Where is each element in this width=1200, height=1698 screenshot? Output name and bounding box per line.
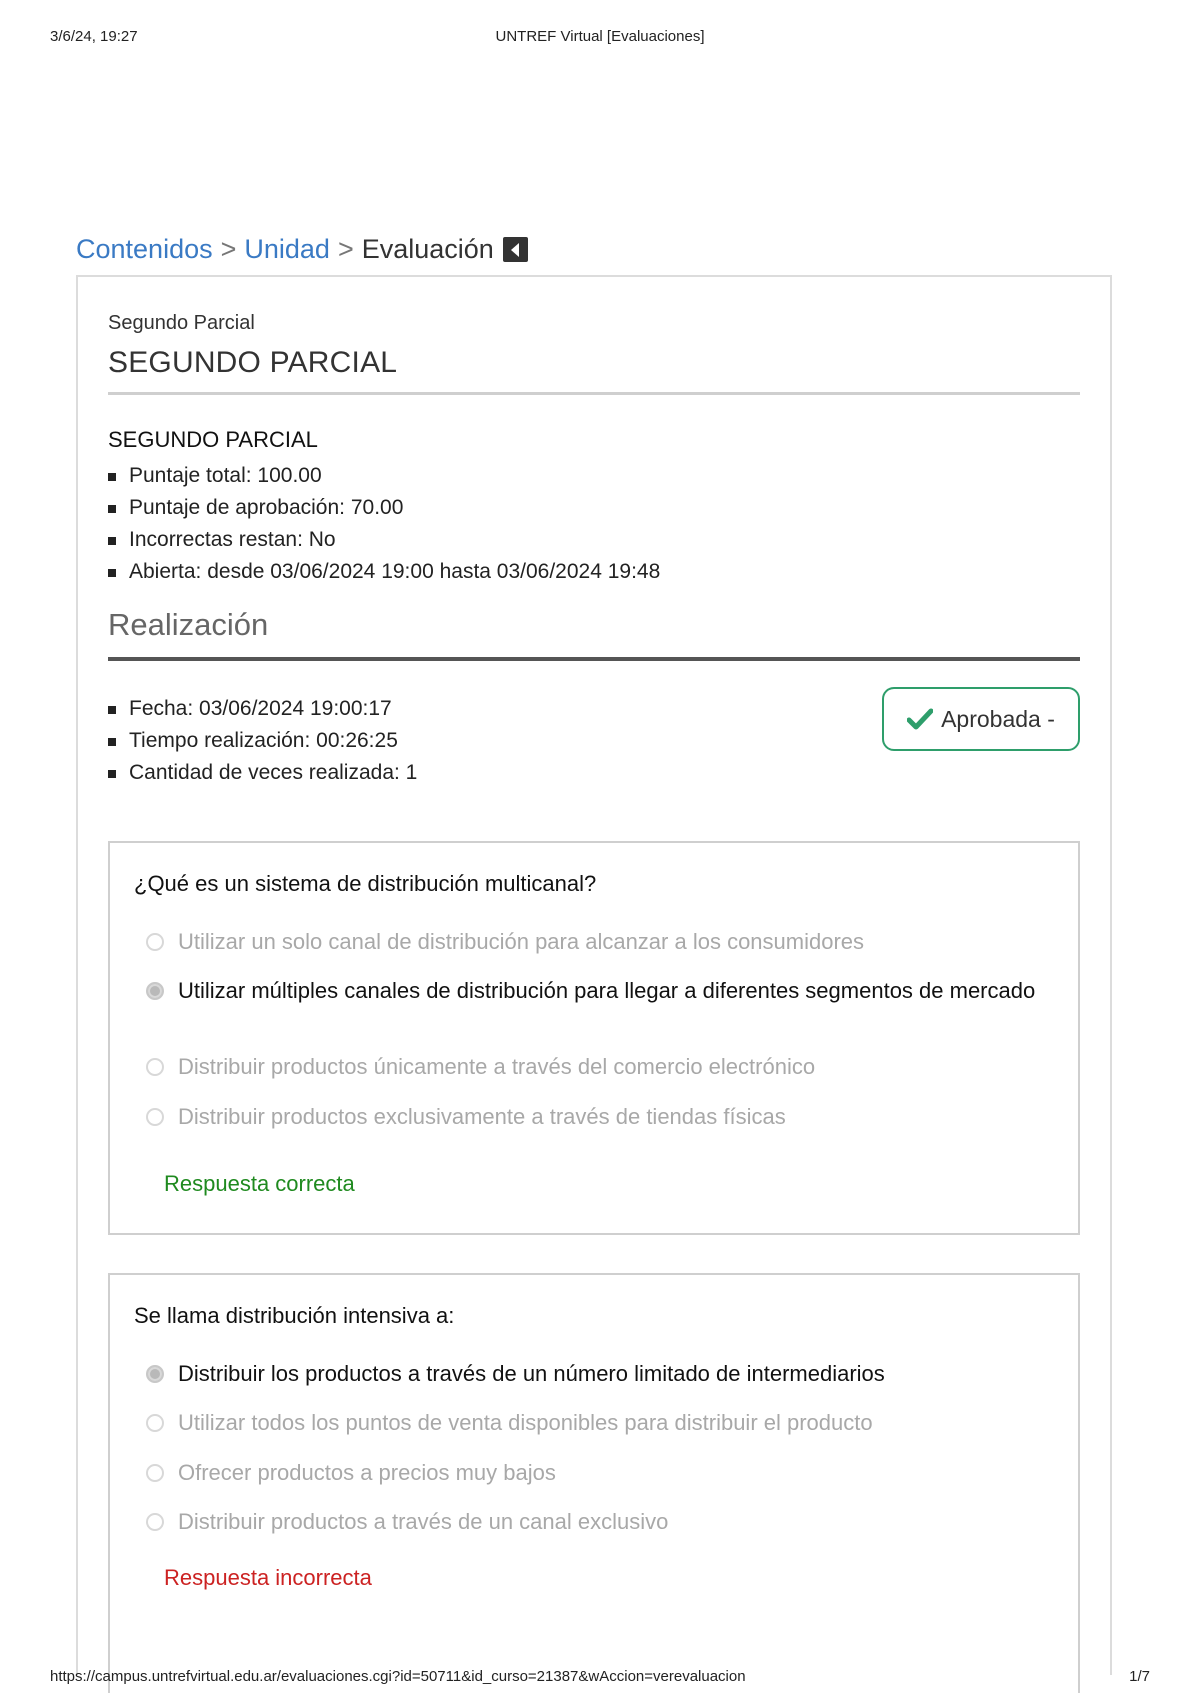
question-text: ¿Qué es un sistema de distribución multicanal? [134, 871, 597, 896]
print-date: 3/6/24, 19:27 [50, 28, 138, 45]
result-correct: Respuesta correcta [164, 1171, 355, 1196]
realizacion-tiempo: Tiempo realización: 00:26:25 [108, 725, 417, 757]
option-item[interactable] [146, 1102, 1046, 1152]
evaluation-info-list [108, 460, 660, 588]
question-card [108, 1273, 1080, 1693]
option-label: Distribuir los productos a través de un número limitado de intermediarios [178, 1361, 885, 1386]
radio-icon[interactable] [146, 1058, 164, 1076]
print-header [0, 28, 1200, 50]
info-heading: SEGUNDO PARCIAL [108, 427, 318, 452]
print-url: https://campus.untrefvirtual.edu.ar/evaluaciones.cgi?id=50711&id_curso=21387&wAccion=verevaluacion [50, 1668, 746, 1685]
option-item-selected[interactable] [146, 1359, 1046, 1408]
question-options [146, 927, 1046, 1152]
evaluation-title: SEGUNDO PARCIAL [108, 346, 398, 379]
option-label: Distribuir productos a través de un canal exclusivo [178, 1509, 669, 1534]
radio-icon[interactable] [146, 933, 164, 951]
checkmark-icon [907, 708, 933, 730]
print-footer [0, 1668, 1200, 1688]
info-abierta: Abierta: desde 03/06/2024 19:00 hasta 03/06/2024 19:48 [108, 556, 660, 588]
radio-icon[interactable] [146, 1414, 164, 1432]
option-item[interactable] [146, 1507, 1046, 1556]
option-label: Utilizar todos los puntos de venta disponibles para distribuir el producto [178, 1410, 873, 1435]
question-card [108, 841, 1080, 1235]
title-divider [108, 392, 1080, 395]
info-puntaje-total: Puntaje total: 100.00 [108, 460, 660, 492]
breadcrumb-unidad-link[interactable]: Unidad [244, 234, 330, 264]
breadcrumb-separator: > [220, 234, 237, 264]
option-label: Distribuir productos únicamente a través del comercio electrónico [178, 1054, 816, 1079]
radio-icon[interactable] [146, 1513, 164, 1531]
option-label: Utilizar múltiples canales de distribución para llegar a diferentes segmentos de mercado [178, 978, 1036, 1003]
question-text: Se llama distribución intensiva a: [134, 1303, 455, 1328]
back-arrow-icon[interactable] [503, 237, 528, 262]
option-label: Utilizar un solo canal de distribución para alcanzar a los consumidores [178, 929, 865, 954]
radio-icon[interactable] [146, 1365, 164, 1383]
breadcrumb-current: Evaluación [361, 234, 494, 264]
status-label: Aprobada - [941, 705, 1055, 732]
realizacion-cantidad: Cantidad de veces realizada: 1 [108, 757, 417, 789]
status-badge [882, 687, 1080, 751]
option-item[interactable] [146, 1052, 1046, 1102]
question-options [146, 1359, 1046, 1556]
evaluation-card [76, 275, 1112, 1675]
info-incorrectas-restan: Incorrectas restan: No [108, 524, 660, 556]
print-title: UNTREF Virtual [Evaluaciones] [495, 28, 705, 45]
option-label: Distribuir productos exclusivamente a través de tiendas físicas [178, 1104, 786, 1129]
option-item[interactable] [146, 1408, 1046, 1458]
realizacion-title: Realización [108, 607, 269, 642]
realizacion-divider [108, 657, 1080, 661]
evaluation-subtitle: Segundo Parcial [108, 312, 255, 334]
option-item[interactable] [146, 927, 1046, 976]
radio-icon[interactable] [146, 1108, 164, 1126]
realizacion-fecha: Fecha: 03/06/2024 19:00:17 [108, 693, 417, 725]
realizacion-list [108, 693, 417, 789]
print-page-number: 1/7 [1129, 1668, 1150, 1685]
info-puntaje-aprobacion: Puntaje de aprobación: 70.00 [108, 492, 660, 524]
option-label: Ofrecer productos a precios muy bajos [178, 1460, 556, 1485]
option-item-selected[interactable] [146, 976, 1046, 1052]
option-item[interactable] [146, 1458, 1046, 1507]
radio-icon[interactable] [146, 982, 164, 1000]
radio-icon[interactable] [146, 1464, 164, 1482]
result-incorrect: Respuesta incorrecta [164, 1565, 372, 1590]
breadcrumb-contenidos-link[interactable]: Contenidos [76, 234, 213, 264]
breadcrumb-separator: > [337, 234, 354, 264]
breadcrumb [76, 234, 528, 265]
